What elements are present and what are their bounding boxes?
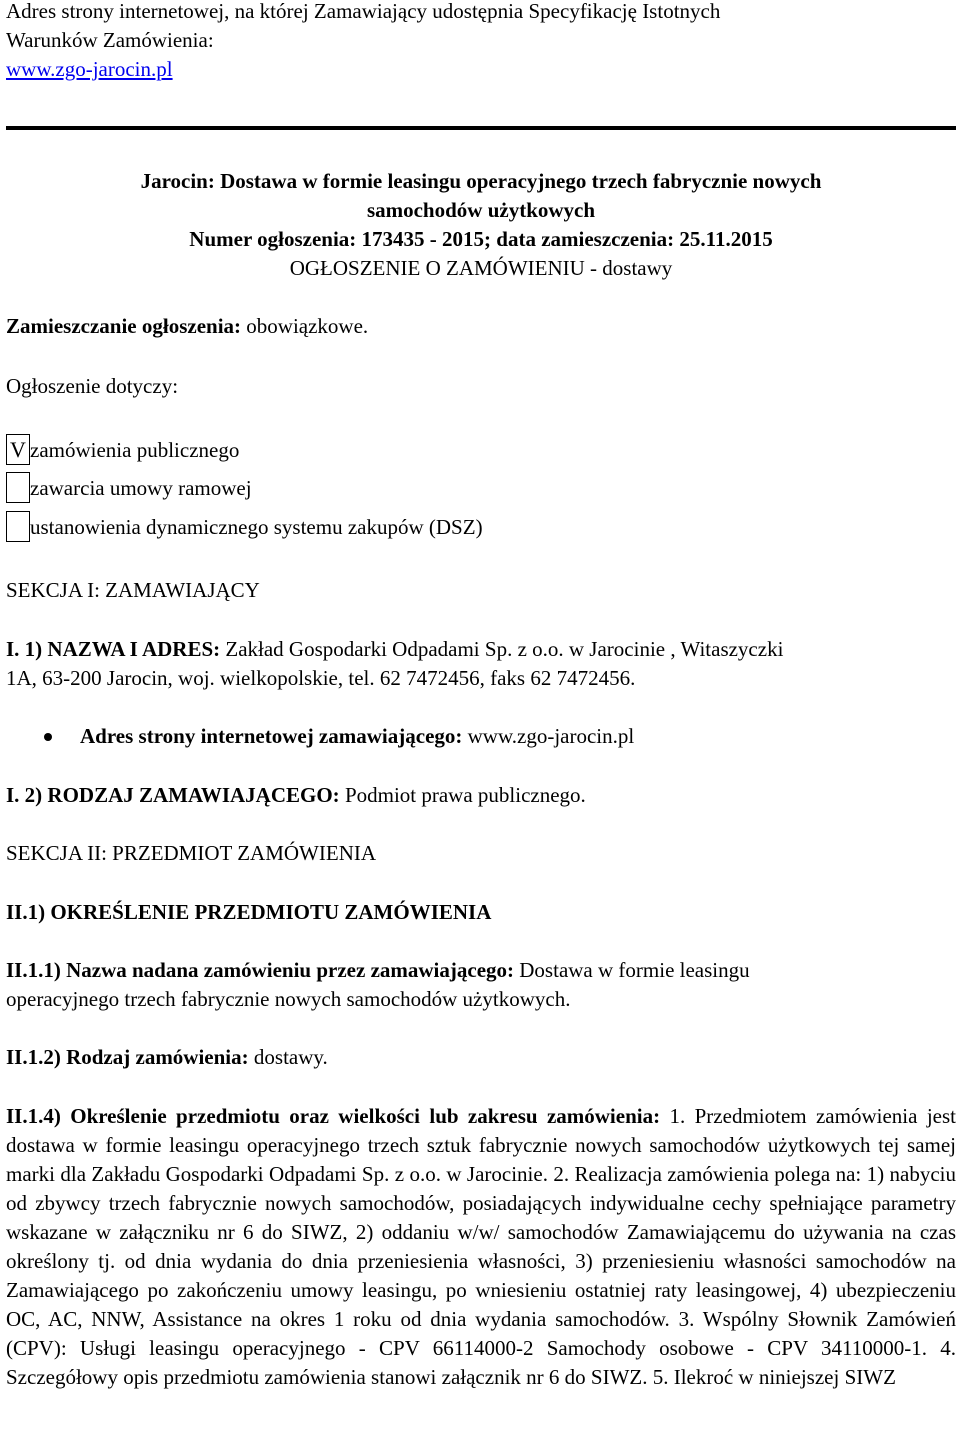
horizontal-rule bbox=[6, 126, 956, 130]
authority-website-label: Adres strony internetowej zamawiającego: bbox=[80, 724, 463, 748]
order-name-line1 bbox=[6, 956, 750, 985]
order-description-label: II.1.4) Określenie przedmiotu oraz wielkości lub zakresu zamówienia: bbox=[6, 1104, 661, 1128]
section1-heading: SEKCJA I: ZAMAWIAJĄCY bbox=[6, 578, 260, 602]
bullet-icon bbox=[44, 733, 52, 741]
checkbox-dynamic-system[interactable] bbox=[6, 511, 30, 542]
order-description-paragraph bbox=[6, 1102, 956, 1392]
order-description-text: 1. Przedmiotem zamówienia jest dostawa w formie leasingu operacyjnego trzech sztuk fabrycznie nowych samochodów użytkowych tej samej marki dla Zakładu Gospodarki Odpadami Sp. z o.o. w Jarocinie. 2. Realizacja zamówienia polega na: 1) nabyciu od zbywcy trzech fabrycznie nowych samochodów, posiadających indywidualne cechy spełniające parametry wskazane w załączniku nr 6 do SIWZ, 2) oddaniu w/w/ samochodów Zamawiającemu do używania na czas określony tj. od dnia wydania do dnia przeniesienia własności, 3) przeniesieniu własności samochodów na Zamawiającego po zakończeniu umowy leasingu, po wniesieniu ostatniej raty leasingowej, 4) ubezpieczeniu OC, AC, NNW, Assistance na okres 1 roku od dnia wydania samochodów. 3. Wspólny Słownik Zamówień (CPV): Usługi leasingu operacyjnego - CPV 66114000-2 Samochody osobowe - CPV 34110000-1. 4. Szczegółowy opis przedmiotu zamówienia stanowi załącznik nr 6 do SIWZ. 5. Ilekroć w niniejszej SIWZ bbox=[6, 1104, 956, 1389]
contracting-authority-name-line2: 1A, 63-200 Jarocin, woj. wielkopolskie, tel. 62 7472456, faks 62 7472456. bbox=[6, 666, 636, 690]
section2-heading: SEKCJA II: PRZEDMIOT ZAMÓWIENIA bbox=[6, 841, 377, 865]
authority-website-line bbox=[80, 722, 634, 751]
authority-type-line bbox=[6, 781, 586, 810]
checkbox-label-framework-agreement: zawarcia umowy ramowej bbox=[30, 476, 252, 500]
order-name-value: Dostawa w formie leasingu bbox=[514, 958, 750, 982]
concerns-heading: Ogłoszenie dotyczy: bbox=[6, 374, 179, 398]
checkbox-label-dynamic-system: ustanowienia dynamicznego systemu zakupów (DSZ) bbox=[30, 515, 483, 539]
notice-title-line2: samochodów użytkowych bbox=[366, 198, 596, 222]
notice-type-line: OGŁOSZENIE O ZAMÓWIENIU - dostawy bbox=[289, 256, 673, 280]
authority-website-value: www.zgo-jarocin.pl bbox=[462, 724, 635, 748]
name-address-value: Zakład Gospodarki Odpadami Sp. z o.o. w Jarocinie , Witaszyczki bbox=[220, 637, 784, 661]
section2-subheading: II.1) OKREŚLENIE PRZEDMIOTU ZAMÓWIENIA bbox=[6, 900, 492, 924]
order-kind-value: dostawy. bbox=[248, 1045, 328, 1069]
intro-text-line1: Adres strony internetowej, na której Zamawiający udostępnia Specyfikację Istotnych bbox=[6, 0, 721, 23]
intro-text-line2: Warunków Zamówienia: bbox=[6, 28, 214, 52]
placement-line bbox=[6, 312, 368, 341]
checkbox-label-public-order: zamówienia publicznego bbox=[30, 438, 240, 462]
checkbox-public-order[interactable]: V bbox=[6, 434, 30, 465]
placement-value: obowiązkowe. bbox=[241, 314, 369, 338]
order-name-line2: operacyjnego trzech fabrycznie nowych samochodów użytkowych. bbox=[6, 987, 571, 1011]
authority-type-value: Podmiot prawa publicznego. bbox=[339, 783, 586, 807]
placement-label: Zamieszczanie ogłoszenia: bbox=[6, 314, 242, 338]
order-kind-line bbox=[6, 1043, 328, 1072]
checkbox-framework-agreement[interactable] bbox=[6, 472, 30, 503]
order-kind-label: II.1.2) Rodzaj zamówienia: bbox=[6, 1045, 249, 1069]
name-address-label: I. 1) NAZWA I ADRES: bbox=[6, 637, 221, 661]
notice-title-line1: Jarocin: Dostawa w formie leasingu operacyjnego trzech fabrycznie nowych bbox=[140, 169, 822, 193]
authority-type-label: I. 2) RODZAJ ZAMAWIAJĄCEGO: bbox=[6, 783, 340, 807]
contracting-authority-name-line1 bbox=[6, 635, 783, 664]
specification-link[interactable]: www.zgo-jarocin.pl bbox=[6, 57, 173, 81]
order-name-label: II.1.1) Nazwa nadana zamówieniu przez zamawiającego: bbox=[6, 958, 515, 982]
notice-number-line: Numer ogłoszenia: 173435 - 2015; data zamieszczenia: 25.11.2015 bbox=[189, 227, 773, 251]
